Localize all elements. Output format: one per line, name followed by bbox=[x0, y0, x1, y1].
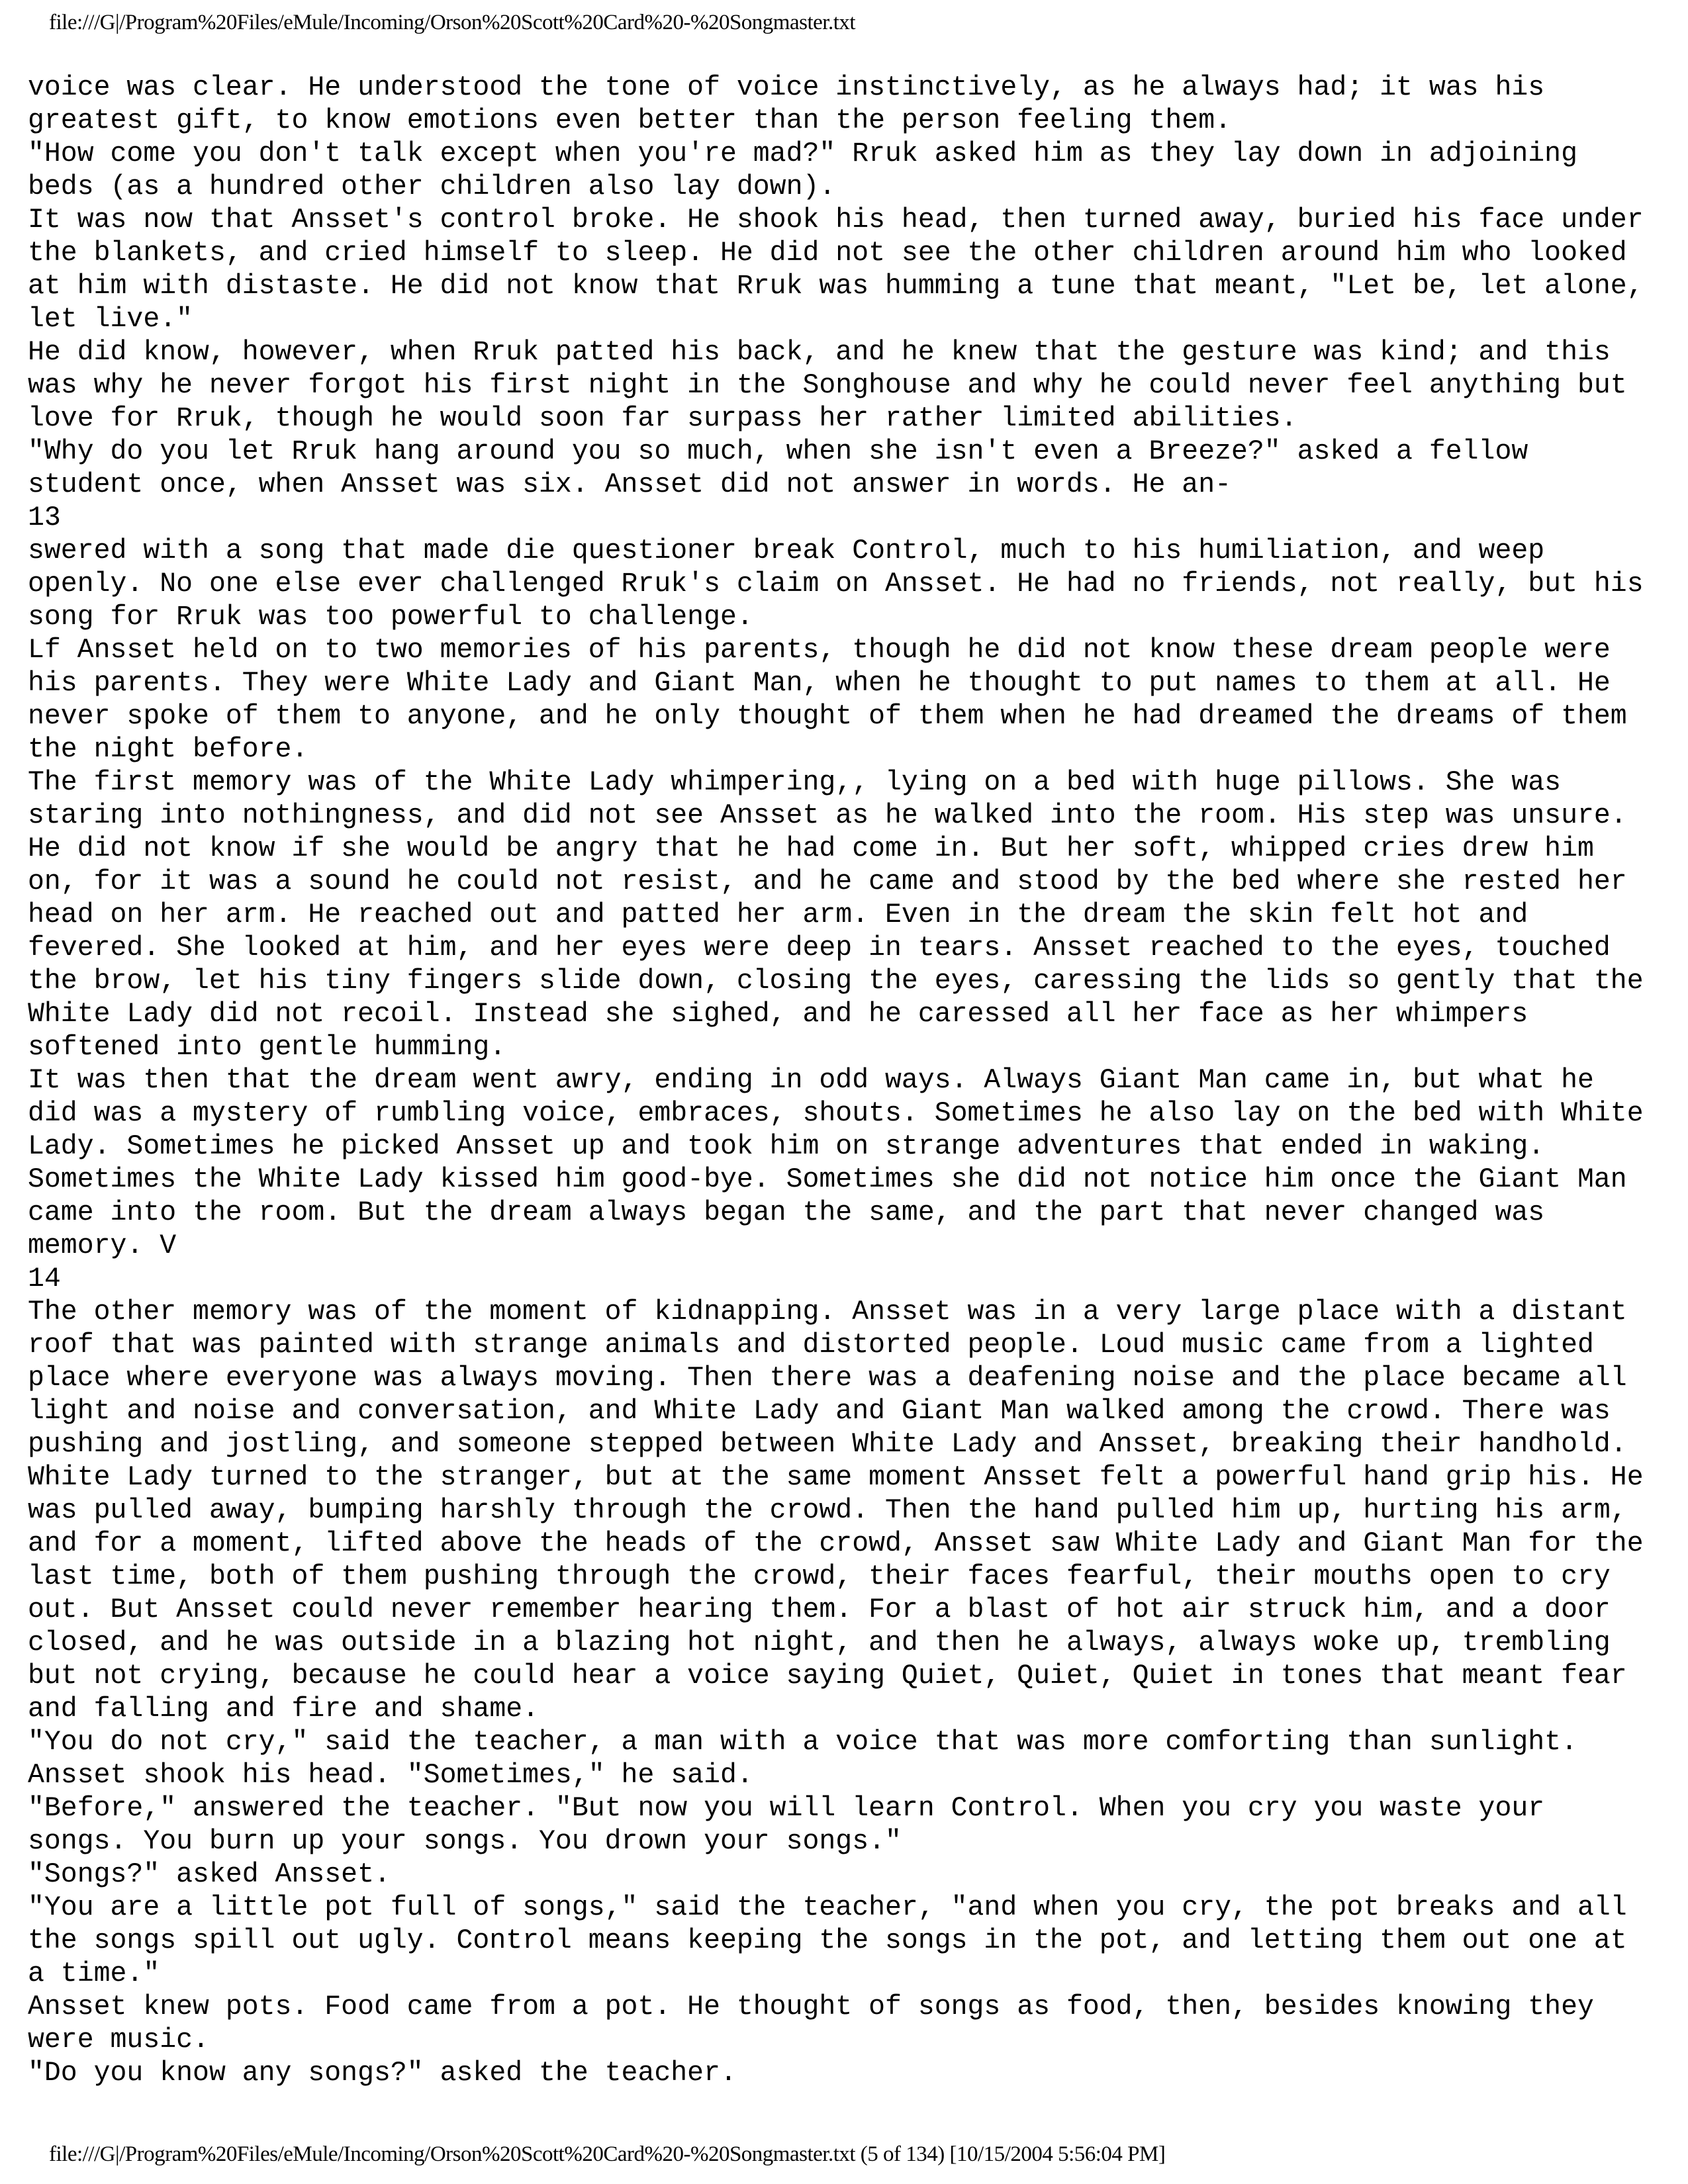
text-line: openly. No one else ever challenged Rruk's claim on Ansset. He had no friends, not really, but his bbox=[28, 569, 1644, 600]
text-line: songs. You burn up your songs. You drown your songs." bbox=[28, 1826, 902, 1857]
text-line: the night before. bbox=[28, 734, 308, 765]
text-line: were music. bbox=[28, 2025, 209, 2056]
text-line: "Do you know any songs?" asked the teacher. bbox=[28, 2058, 737, 2089]
text-line: fevered. She looked at him, and her eyes were deep in tears. Ansset reached to the eyes, touched bbox=[28, 933, 1611, 964]
text-line: did was a mystery of rumbling voice, embraces, shouts. Sometimes he also lay on the bed with White bbox=[28, 1098, 1644, 1129]
document-body bbox=[28, 71, 1669, 2090]
text-line: light and noise and conversation, and White Lady and Giant Man walked among the crowd. There was bbox=[28, 1396, 1611, 1427]
text-line: voice was clear. He understood the tone of voice instinctively, as he always had; it was his bbox=[28, 72, 1545, 103]
text-line: head on her arm. He reached out and patted her arm. Even in the dream the skin felt hot and bbox=[28, 899, 1528, 931]
text-line: and falling and fire and shame. bbox=[28, 1694, 539, 1725]
text-line: at him with distaste. He did not know that Rruk was humming a tune that meant, "Let be, let alone, bbox=[28, 271, 1644, 302]
text-line: staring into nothingness, and did not see Ansset as he walked into the room. His step was unsure. bbox=[28, 800, 1627, 831]
text-line: greatest gift, to know emotions even better than the person feeling them. bbox=[28, 105, 1231, 136]
text-line: Lady. Sometimes he picked Ansset up and took him on strange adventures that ended in waking. bbox=[28, 1131, 1545, 1162]
text-line: pushing and jostling, and someone stepped between White Lady and Ansset, breaking their handhold. bbox=[28, 1429, 1627, 1460]
text-line: memory. V bbox=[28, 1230, 177, 1261]
text-line: student once, when Ansset was six. Ansset did not answer in words. He an- bbox=[28, 469, 1231, 500]
text-line: beds (as a hundred other children also lay down). bbox=[28, 171, 836, 203]
text-line: "Why do you let Rruk hang around you so much, when she isn't even a Breeze?" asked a fellow bbox=[28, 436, 1528, 467]
page-number: 13 bbox=[28, 502, 61, 533]
page-header-path: file:///G|/Program%20Files/eMule/Incoming/Orson%20Scott%20Card%20-%20Songmaster.txt bbox=[49, 11, 856, 34]
text-line: He did know, however, when Rruk patted his back, and he knew that the gesture was kind; and this bbox=[28, 337, 1611, 368]
text-line: and for a moment, lifted above the heads of the crowd, Ansset saw White Lady and Giant Man for the bbox=[28, 1528, 1644, 1559]
text-line: was pulled away, bumping harshly through the crowd. Then the hand pulled him up, hurting his arm, bbox=[28, 1495, 1627, 1526]
text-line: his parents. They were White Lady and Giant Man, when he thought to put names to them at all. He bbox=[28, 668, 1611, 699]
text-line: song for Rruk was too powerful to challenge. bbox=[28, 602, 753, 633]
text-line: softened into gentle humming. bbox=[28, 1032, 506, 1063]
text-line: White Lady did not recoil. Instead she sighed, and he caressed all her face as her whimpers bbox=[28, 999, 1528, 1030]
text-line: closed, and he was outside in a blazing hot night, and then he always, always woke up, trembling bbox=[28, 1627, 1611, 1659]
text-line: He did not know if she would be angry that he had come in. But her soft, whipped cries drew him bbox=[28, 833, 1594, 864]
text-line: roof that was painted with strange animals and distorted people. Loud music came from a lighted bbox=[28, 1330, 1594, 1361]
text-line: It was then that the dream went awry, ending in odd ways. Always Giant Man came in, but what he bbox=[28, 1065, 1594, 1096]
text-line: "Before," answered the teacher. "But now you will learn Control. When you cry you waste your bbox=[28, 1793, 1545, 1824]
text-line: let live." bbox=[28, 304, 193, 335]
text-line: Lf Ansset held on to two memories of his parents, though he did not know these dream people were bbox=[28, 635, 1611, 666]
text-line: the songs spill out ugly. Control means keeping the songs in the pot, and letting them out one at bbox=[28, 1925, 1627, 1956]
text-line: Sometimes the White Lady kissed him good-bye. Sometimes she did not notice him once the Giant Man bbox=[28, 1164, 1627, 1195]
text-line: but not crying, because he could hear a voice saying Quiet, Quiet, Quiet in tones that meant fear bbox=[28, 1661, 1627, 1692]
text-line: place where everyone was always moving. Then there was a deafening noise and the place became all bbox=[28, 1363, 1627, 1394]
text-line: Ansset shook his head. "Sometimes," he said. bbox=[28, 1760, 753, 1791]
text-line: the blankets, and cried himself to sleep. He did not see the other children around him who looked bbox=[28, 238, 1627, 269]
text-line: "How come you don't talk except when you're mad?" Rruk asked him as they lay down in adjoining bbox=[28, 138, 1577, 169]
text-line: "Songs?" asked Ansset. bbox=[28, 1859, 391, 1890]
text-line: The first memory was of the White Lady whimpering,, lying on a bed with huge pillows. She was bbox=[28, 767, 1562, 798]
text-line: a time." bbox=[28, 1958, 160, 1989]
text-line: came into the room. But the dream always began the same, and the part that never changed was bbox=[28, 1197, 1545, 1228]
text-line: "You are a little pot full of songs," said the teacher, "and when you cry, the pot breaks and all bbox=[28, 1892, 1627, 1923]
text-line: It was now that Ansset's control broke. He shook his head, then turned away, buried his face under bbox=[28, 205, 1644, 236]
text-line: swered with a song that made die questioner break Control, much to his humiliation, and weep bbox=[28, 535, 1545, 567]
text-line: The other memory was of the moment of kidnapping. Ansset was in a very large place with a distant bbox=[28, 1297, 1627, 1328]
text-line: love for Rruk, though he would soon far surpass her rather limited abilities. bbox=[28, 403, 1297, 434]
text-line: "You do not cry," said the teacher, a man with a voice that was more comforting than sunlight. bbox=[28, 1727, 1577, 1758]
text-line: never spoke of them to anyone, and he only thought of them when he had dreamed the dreams of them bbox=[28, 701, 1627, 732]
page-footer: file:///G|/Program%20Files/eMule/Incoming/Orson%20Scott%20Card%20-%20Songmaster.txt (5 of 134) [10/15/2004 5:56:04 PM] bbox=[49, 2142, 1166, 2166]
text-line: Ansset knew pots. Food came from a pot. He thought of songs as food, then, besides knowing they bbox=[28, 1991, 1594, 2023]
text-line: was why he never forgot his first night in the Songhouse and why he could never feel anything but bbox=[28, 370, 1627, 401]
text-line: the brow, let his tiny fingers slide down, closing the eyes, caressing the lids so gently that the bbox=[28, 966, 1644, 997]
text-line: on, for it was a sound he could not resist, and he came and stood by the bed where she rested her bbox=[28, 866, 1627, 897]
text-line: out. But Ansset could never remember hearing them. For a blast of hot air struck him, and a door bbox=[28, 1594, 1611, 1625]
page-number: 14 bbox=[28, 1263, 61, 1295]
text-line: White Lady turned to the stranger, but at the same moment Ansset felt a powerful hand grip his. He bbox=[28, 1462, 1644, 1493]
text-line: last time, both of them pushing through the crowd, their faces fearful, their mouths open to cry bbox=[28, 1561, 1611, 1592]
